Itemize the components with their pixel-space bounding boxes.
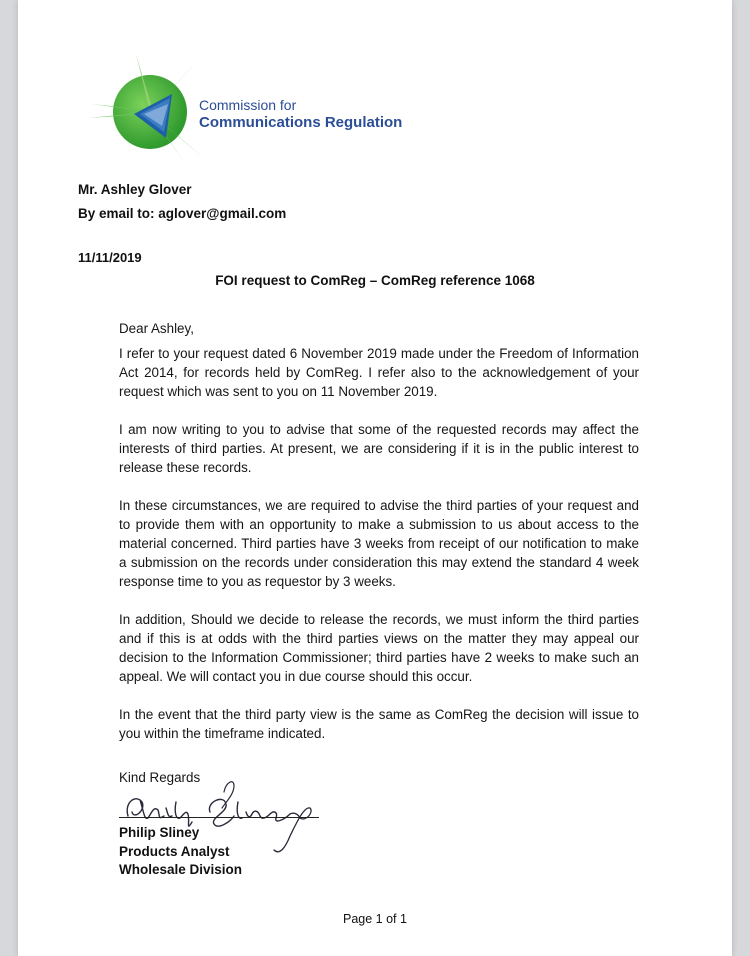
letter-subject: FOI request to ComReg – ComReg reference 1068 — [215, 273, 535, 288]
organisation-name — [199, 96, 402, 132]
org-line-1: Commission for — [199, 97, 297, 113]
body-paragraph: In the event that the third party view is the same as ComReg the decision will issue to you within the timeframe indicated. — [119, 707, 639, 741]
body-paragraph: In these circumstances, we are required to advise the third parties of your request and to provide them with an opportunity to make a submission to us about access to the material concerned. Third parties have 3 weeks from receipt of our notification to make a submission on the records under consideration this may extend the standard 4 week response time to you as requestor by 3 weeks. — [119, 498, 639, 589]
closing: Kind Regards — [119, 770, 201, 785]
signature-line — [119, 817, 319, 818]
page-number: Page 1 of 1 — [343, 912, 407, 926]
salutation: Dear Ashley, — [119, 321, 194, 336]
body-paragraph: I am now writing to you to advise that some of the requested records may affect the interests of third parties. At present, we are considering if it is in the public interest to release these records. — [119, 422, 639, 475]
recipient-block — [78, 178, 286, 226]
body-paragraph: In addition, Should we decide to release the records, we must inform the third parties and if this is at odds with the third parties views on the matter they may appeal our decision to the Information Commissioner; third parties have 2 weeks to make such an appeal. We will contact you in due course should this occur. — [119, 612, 639, 684]
letter-body — [119, 319, 639, 762]
recipient-name: Mr. Ashley Glover — [78, 182, 192, 197]
letter-date: 11/11/2019 — [78, 250, 142, 265]
comreg-logo-icon — [84, 52, 214, 172]
body-paragraph: I refer to your request dated 6 November 2019 made under the Freedom of Information Act 2014, for records held by ComReg. I refer also to the acknowledgement of your request which was sent to you on 11 November 2019. — [119, 346, 639, 399]
recipient-email: By email to: aglover@gmail.com — [78, 206, 287, 221]
signer-name: Philip Sliney — [119, 825, 200, 840]
signer-block — [119, 823, 230, 861]
org-line-2: Communications Regulation — [199, 114, 403, 131]
letter-page — [18, 0, 732, 956]
signer-division: Wholesale Division — [119, 862, 243, 877]
signer-title: Products Analyst — [119, 844, 230, 859]
